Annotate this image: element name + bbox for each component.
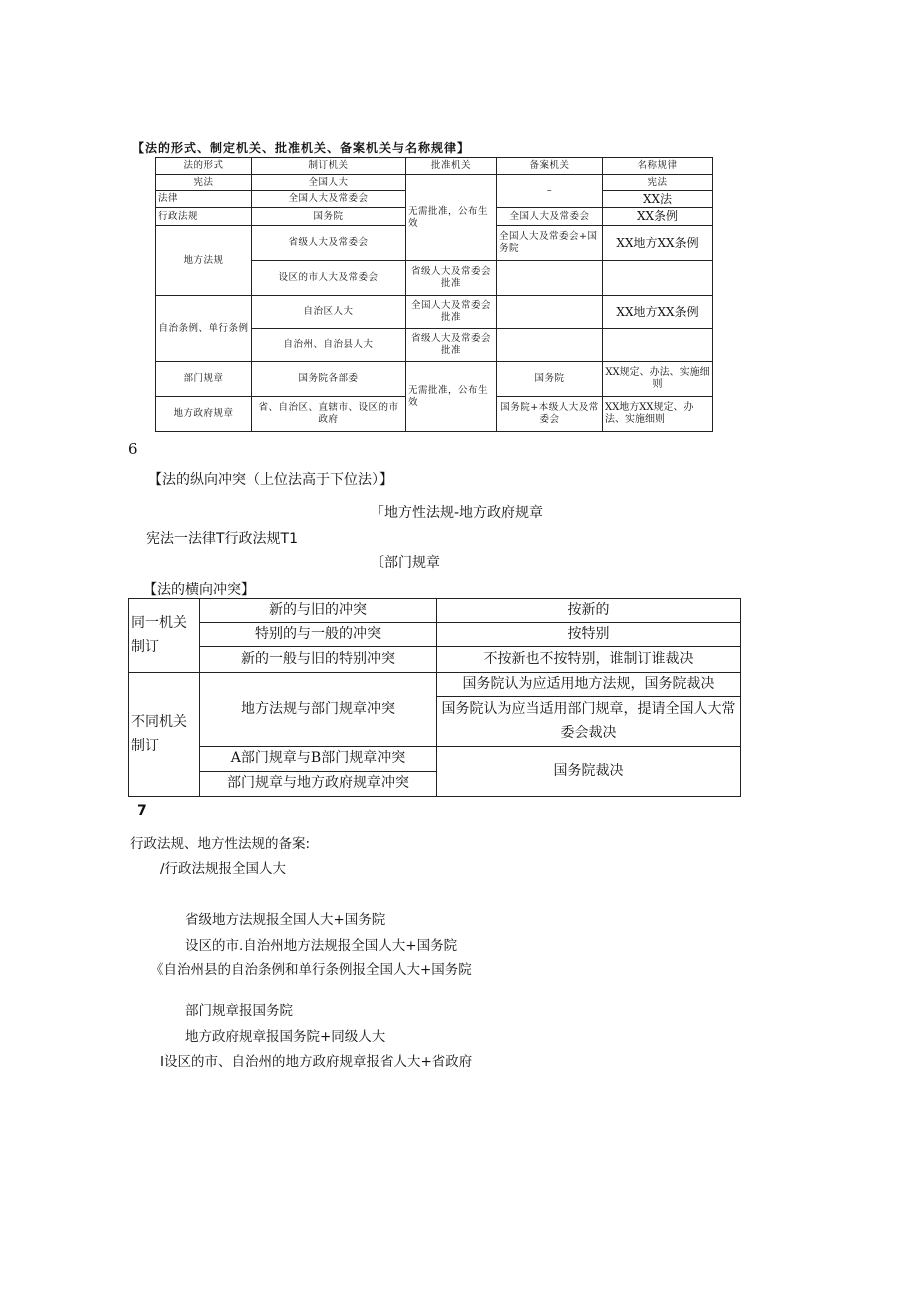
cell-name: XX地方XX条例 [603,296,713,329]
filing-item [160,857,286,877]
header-filing: 备案机关 [497,158,603,175]
filing-item [185,908,385,928]
table1-title: 【法的形式、制定机关、批准机关、备案机关与名称规律】 [132,141,471,155]
horizontal-conflict-title: 【法的横向冲突】 [143,582,255,598]
filing-item [150,958,472,978]
cell-form: 自治条例、单行条例 [156,296,252,362]
cell-form: 宪法 [156,175,252,191]
cell-filing: 国务院 [497,362,603,397]
cell-name: XX条例 [603,208,713,226]
vertical-branch-bottom: 〔部门规章 [370,555,440,571]
horizontal-conflict-table [128,598,741,797]
cell-empty [603,261,713,296]
section-number-7: 7 [137,803,147,819]
conflict-rule: 国务院认为应当适用部门规章，提请全国人大常委会裁决 [437,697,741,747]
filing-item-head: 设区的市.自治州地方法规报 [185,938,352,954]
section-number-6: 6 [128,440,138,458]
conflict-rule: 国务院认为应适用地方法规，国务院裁决 [437,673,741,697]
conflict-type: 地方法规与部门规章冲突 [200,673,437,747]
vertical-branch-top: 「地方性法规-地方政府规章 [370,505,544,521]
filing-item-tail: 省人大+省政府 [379,1054,473,1070]
conflict-rule: 国务院裁决 [437,747,741,797]
cell-name: 宪法 [603,175,713,191]
filing-item [185,934,457,954]
header-maker: 制订机关 [252,158,406,175]
cell-form: 部门规章 [156,362,252,397]
cell-name: XX法 [603,191,713,208]
conflict-type: 特别的与一般的冲突 [200,623,437,647]
vertical-conflict-title: 【法的纵向冲突（上位法高于下位法）】 [148,472,393,488]
cell-filing: 国务院+本级人大及常委会 [497,397,603,432]
cell-filing: – [497,175,603,208]
cell-filing: 全国人大及常委会+国务院 [497,226,603,261]
conflict-rule: 不按新也不按特别，谁制订谁裁决 [437,647,741,673]
vertical-chain: 宪法一法律T行政法规T1 [146,531,299,547]
filing-item-tail: 全国人大+国务院 [366,962,472,978]
cell-maker: 国务院 [252,208,406,226]
cell-form: 地方法规 [156,226,252,296]
filing-item-tail: 全国人大 [232,861,287,877]
cell-maker: 自治州、自治县人大 [252,329,406,362]
conflict-type: A部门规章与B部门规章冲突 [200,747,437,772]
filing-item-head: I设区的市、自治州的地方政府规章报 [160,1054,380,1070]
header-approval: 批准机关 [406,158,497,175]
filing-item [185,1025,385,1045]
conflict-type: 新的与旧的冲突 [200,599,437,623]
filing-item-head: /行政法规报 [160,861,233,877]
cell-approval: 全国人大及常委会批准 [406,296,497,329]
filing-item-head: 《自治州县的自治条例和单行条例报 [150,962,366,978]
header-form: 法的形式 [156,158,252,175]
cell-name: XX规定、办法、实施细则 [603,362,713,397]
cell-empty [603,329,713,362]
cell-name: XX地方XX规定、办法、实施细则 [603,397,713,432]
cell-name: XX地方XX条例 [603,226,713,261]
filing-item-tail: 国务院+同级人大 [279,1029,386,1045]
cell-filing: 全国人大及常委会 [497,208,603,226]
cell-empty [497,261,603,296]
cell-approval: 省级人大及常委会批准 [406,261,497,296]
conflict-type: 部门规章与地方政府规章冲突 [200,772,437,797]
header-name: 名称规律 [603,158,713,175]
cell-maker: 省级人大及常委会 [252,226,406,261]
cell-maker: 全国人大及常委会 [252,191,406,208]
cell-approval: 无需批准，公布生效 [406,362,497,432]
filing-item-tail: 国务院 [252,1003,293,1019]
conflict-rule: 按新的 [437,599,741,623]
conflict-rule: 按特别 [437,623,741,647]
filing-item [185,999,293,1019]
filing-item-head: 省级地方法规报 [185,912,280,928]
cell-empty [497,329,603,362]
cell-maker: 国务院各部委 [252,362,406,397]
conflict-type: 新的一般与旧的特别冲突 [200,647,437,673]
filing-item-tail: 全国人大+国务院 [279,912,386,928]
filing-item-head: 部门规章报 [185,1003,253,1019]
cell-approval: 无需批准，公布生效 [406,175,497,261]
diff-organ-label: 不同机关制订 [129,673,200,797]
cell-maker: 全国人大 [252,175,406,191]
cell-form: 地方政府规章 [156,397,252,432]
law-forms-table [155,157,713,432]
cell-maker: 自治区人大 [252,296,406,329]
cell-empty [497,296,603,329]
cell-maker: 设区的市人大及常委会 [252,261,406,296]
cell-approval: 省级人大及常委会批准 [406,329,497,362]
filing-item-tail: 全国人大+国务院 [351,938,458,954]
cell-form: 法律 [156,191,252,208]
filing-title: 行政法规、地方性法规的备案: [130,836,311,852]
filing-item [160,1050,472,1070]
cell-maker: 省、自治区、直辖市、设区的市政府 [252,397,406,432]
cell-form: 行政法规 [156,208,252,226]
filing-item-head: 地方政府规章报 [185,1029,280,1045]
same-organ-label: 同一机关制订 [129,599,200,673]
